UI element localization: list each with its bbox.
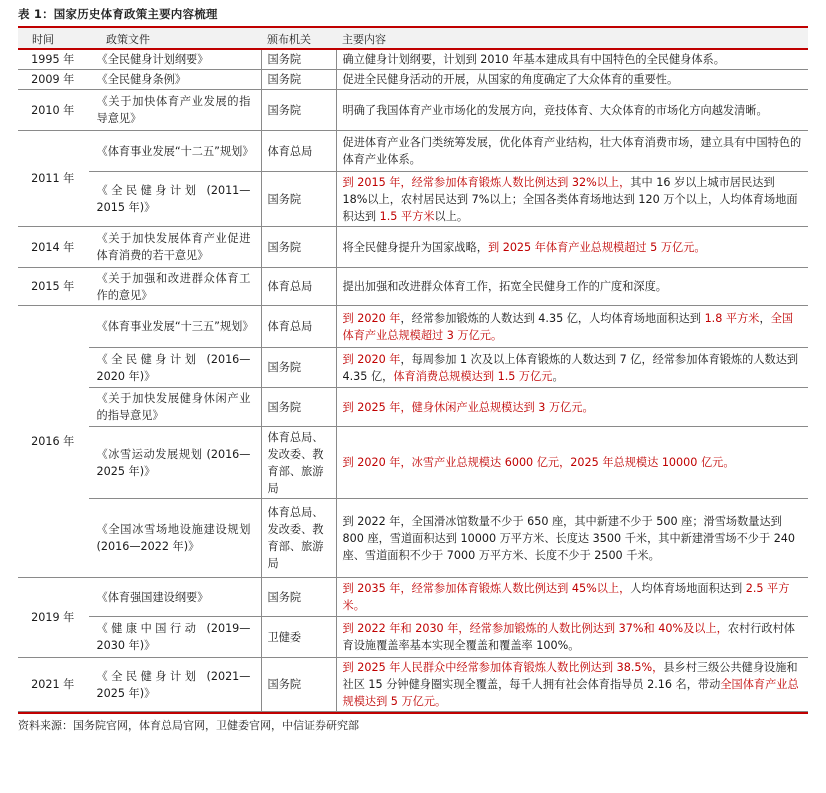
issuing-org-cell: 体育总局 [261, 306, 336, 348]
header-content: 主要内容 [342, 33, 386, 46]
content-text: 县乡村三级公共健身设施和社区 15 分钟健身圈实现全覆盖，每千人拥有社会体育指导员 2.16 名，带动 [342, 661, 798, 691]
table-header [18, 28, 808, 50]
policy-doc-cell: 《关于加快体育产业发展的指导意见》 [88, 90, 261, 131]
table-row [18, 268, 808, 306]
main-content-cell [336, 50, 808, 70]
content-text: ，每周参加 1 次及以上体育锻炼的人数达到 7 亿，经常参加体育锻炼的人数达到 4.35 亿， [342, 352, 799, 383]
highlighted-target-text: 1.8 平方米 [704, 311, 760, 325]
content-text: 将全民健身提升为国家战略， [342, 240, 488, 254]
table-row [18, 90, 808, 131]
main-content-cell [336, 427, 808, 499]
policy-doc-cell: 《全民健身计划 (2021—2025 年)》 [88, 658, 261, 712]
header-doc: 政策文件 [106, 33, 150, 46]
table-row [18, 388, 808, 427]
issuing-org-cell: 国务院 [261, 658, 336, 712]
issuing-org-cell: 国务院 [261, 348, 336, 388]
content-text: 提出加强和改进群众体育工作，拓宽全民健身工作的广度和深度。 [342, 280, 667, 293]
table-row [18, 172, 808, 227]
year-cell: 2021 年 [18, 658, 88, 712]
main-content-cell [336, 617, 808, 658]
issuing-org-cell: 国务院 [261, 227, 336, 268]
issuing-org-cell: 国务院 [261, 50, 336, 70]
content-text: ，经常参加锻炼的人数达到 4.35 亿，人均体育场地面积达到 [400, 311, 705, 325]
main-content-cell [336, 388, 808, 427]
table-row [18, 70, 808, 90]
policy-doc-cell: 《健康中国行动 (2019—2030 年)》 [88, 617, 261, 658]
highlighted-target-text: 全国体育产业总规模超过 3 万亿元。 [342, 311, 794, 342]
policy-doc-cell: 《冰雪运动发展规划 (2016—2025 年)》 [88, 427, 261, 499]
main-content-cell [336, 131, 808, 172]
issuing-org-cell: 体育总局 [261, 131, 336, 172]
issuing-org-cell: 体育总局、发改委、教育部、旅游局 [261, 499, 336, 578]
issuing-org-cell: 体育总局 [261, 268, 336, 306]
table-row [18, 131, 808, 172]
highlighted-target-text: 到 2022 年和 2030 年，经常参加锻炼的人数比例达到 37%和 40%及以上， [342, 622, 728, 635]
highlighted-target-text: 到 2025 年人民群众中经常参加体育锻炼人数比例达到 38.5%， [342, 661, 664, 674]
issuing-org-cell: 国务院 [261, 578, 336, 617]
year-cell: 2010 年 [18, 90, 88, 131]
policy-table-body [18, 50, 808, 712]
year-cell: 2014 年 [18, 227, 88, 268]
year-cell: 2011 年 [18, 131, 88, 227]
policy-doc-cell: 《关于加快发展健身休闲产业的指导意见》 [88, 388, 261, 427]
policy-doc-cell: 《体育事业发展“十二五”规划》 [88, 131, 261, 172]
policy-doc-cell: 《全民健身条例》 [88, 70, 261, 90]
issuing-org-cell: 国务院 [261, 172, 336, 227]
table-title: 表 1：国家历史体育政策主要内容梳理 [18, 7, 218, 21]
table-row [18, 658, 808, 712]
policy-doc-cell: 《关于加快发展体育产业促进体育消费的若干意见》 [88, 227, 261, 268]
content-text: 以上。 [434, 209, 469, 223]
issuing-org-cell: 国务院 [261, 70, 336, 90]
year-cell: 2009 年 [18, 70, 88, 90]
year-cell: 2019 年 [18, 578, 88, 658]
year-cell: 1995 年 [18, 50, 88, 70]
year-cell: 2016 年 [18, 306, 88, 578]
highlighted-target-text: 1.5 平方米 [379, 209, 435, 223]
content-text: 农村行政村体育设施覆盖率基本实现全覆盖和覆盖率 100%。 [342, 622, 795, 652]
highlighted-target-text: 体育消费总规模达到 1.5 万亿元 [393, 369, 553, 383]
bottom-rule [18, 712, 808, 714]
highlighted-target-text: 到 2025 年体育产业总规模超过 5 万亿元。 [487, 240, 706, 254]
table-row [18, 348, 808, 388]
highlighted-target-text: 到 2035 年，经常参加体育锻炼人数比例达到 45%以上， [342, 582, 631, 595]
policy-doc-cell: 《全国冰雪场地设施建设规划 (2016—2022 年)》 [88, 499, 261, 578]
issuing-org-cell: 国务院 [261, 90, 336, 131]
content-text: 到 2022 年，全国滑冰馆数量不少于 650 座，其中新建不少于 500 座；滑雪场数量达到 800 座，雪道面积达到 10000 万平方米、长度达 3500 千米，其中新建滑雪场不少于 240 座、雪道面积不少于 7000 万平方米、长度不少于 2500 千米。 [342, 514, 796, 562]
main-content-cell [336, 658, 808, 712]
table-row [18, 306, 808, 348]
source-note: 资料来源：国务院官网，体育总局官网，卫健委官网，中信证券研究部 [18, 719, 359, 732]
policy-doc-cell: 《全民健身计划 (2016—2020 年)》 [88, 348, 261, 388]
policy-doc-cell: 《全民健身计划纲要》 [88, 50, 261, 70]
content-text: 确立健身计划纲要，计划到 2010 年基本建成具有中国特色的全民健身体系。 [342, 53, 725, 66]
highlighted-target-text: 到 2015 年，经常参加体育锻炼人数比例达到 32%以上， [342, 175, 631, 189]
main-content-cell [336, 578, 808, 617]
content-text: 促进体育产业各门类统筹发展，优化体育产业结构，壮大体育消费市场，建立具有中国特色的体育产业体系。 [342, 136, 802, 166]
policy-doc-cell: 《体育事业发展“十三五”规划》 [88, 306, 261, 348]
issuing-org-cell: 体育总局、发改委、教育部、旅游局 [261, 427, 336, 499]
content-text: 。 [552, 369, 564, 383]
table-row [18, 427, 808, 499]
highlighted-target-text: 全国体育产业总规模达到 5 万亿元。 [342, 678, 799, 708]
table-row [18, 617, 808, 658]
header-org: 颁布机关 [267, 33, 311, 46]
main-content-cell [336, 268, 808, 306]
main-content-cell [336, 306, 808, 348]
table-row [18, 499, 808, 578]
content-text: 其中 16 岁以上城市居民达到 18%以上，农村居民达到 7%以上；全国各类体育场地达到 120 万个以上，人均体育场地面积达到 [342, 175, 798, 223]
content-text: 人均体育场地面积达到 [630, 582, 746, 595]
issuing-org-cell: 国务院 [261, 388, 336, 427]
content-text: 促进全民健身活动的开展，从国家的角度确定了大众体育的重要性。 [342, 73, 679, 86]
content-text: ， [759, 311, 771, 325]
table-row [18, 578, 808, 617]
issuing-org-cell: 卫健委 [261, 617, 336, 658]
highlighted-target-text: 到 2025 年，健身休闲产业总规模达到 3 万亿元。 [342, 400, 594, 414]
main-content-cell [336, 70, 808, 90]
policy-table [18, 50, 808, 712]
year-cell: 2015 年 [18, 268, 88, 306]
header-year: 时间 [32, 33, 54, 46]
main-content-cell [336, 499, 808, 578]
policy-doc-cell: 《全民健身计划 (2011—2015 年)》 [88, 172, 261, 227]
highlighted-target-text: 到 2020 年，冰雪产业总规模达 6000 亿元，2025 年总规模达 10000 亿元。 [342, 456, 735, 469]
main-content-cell [336, 90, 808, 131]
highlighted-target-text: 到 2020 年 [342, 352, 401, 366]
main-content-cell [336, 172, 808, 227]
policy-doc-cell: 《关于加强和改进群众体育工作的意见》 [88, 268, 261, 306]
highlighted-target-text: 2.5 平方米。 [342, 582, 790, 612]
table-row [18, 50, 808, 70]
main-content-cell [336, 227, 808, 268]
highlighted-target-text: 到 2020 年 [342, 311, 401, 325]
main-content-cell [336, 348, 808, 388]
content-text: 明确了我国体育产业市场化的发展方向，竞技体育、大众体育的市场化方向越发清晰。 [342, 103, 768, 117]
table-row [18, 227, 808, 268]
policy-doc-cell: 《体育强国建设纲要》 [88, 578, 261, 617]
